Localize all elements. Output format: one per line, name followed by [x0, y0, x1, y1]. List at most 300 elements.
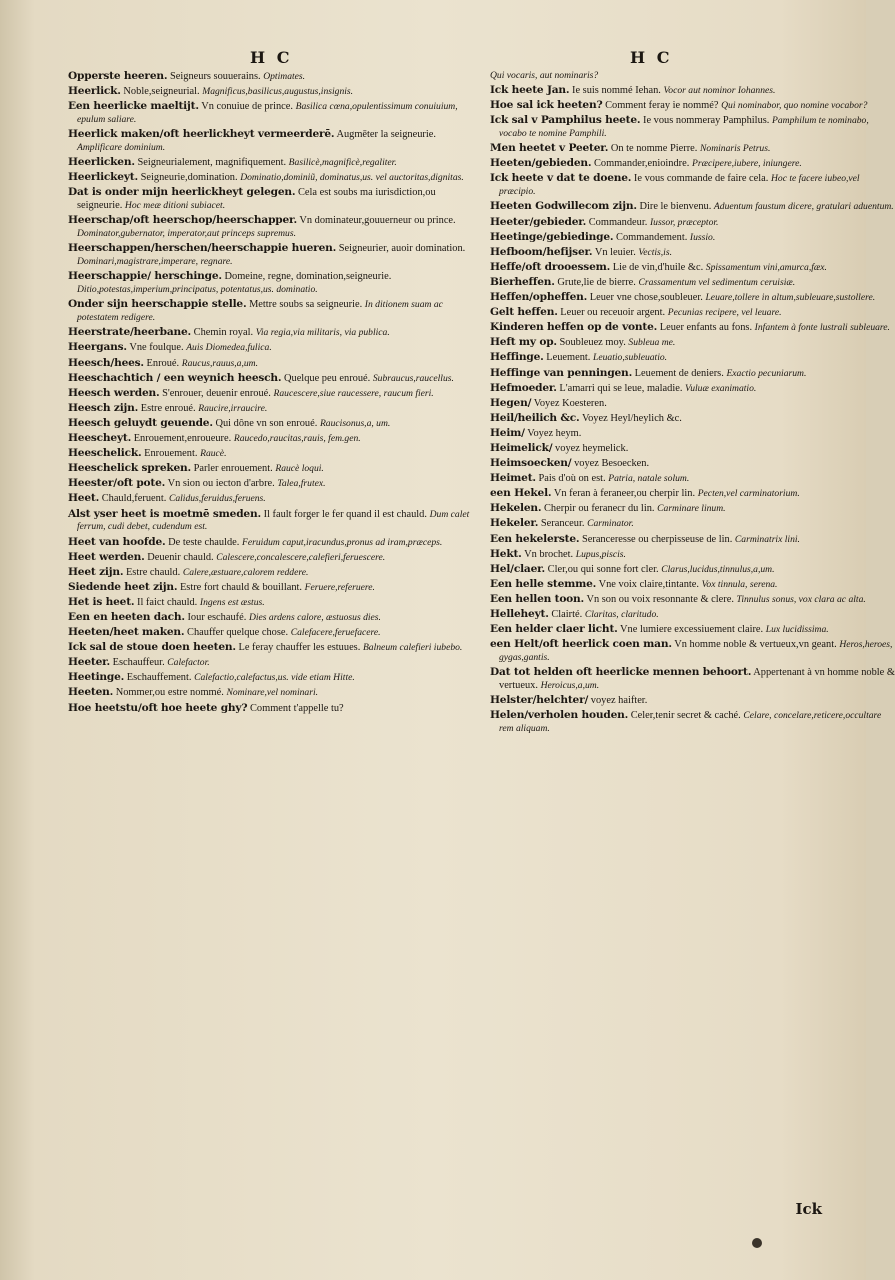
entry-latin: Vectis,is. [638, 246, 672, 258]
header-right: H C [630, 48, 673, 67]
entry-headword: Heeten/gebieden. [490, 157, 592, 170]
entry-french: Quelque peu enroué. [284, 372, 371, 384]
entry-headword: een Hekel. [490, 487, 552, 500]
entry-french: Leuement de deniers. [634, 367, 724, 379]
entry-french: Leuer ou receuoir argent. [560, 307, 666, 319]
entry-headword: Heet zijn. [68, 565, 124, 578]
entry-headword: Helen/verholen houden. [490, 709, 629, 722]
dictionary-entry [490, 172, 895, 199]
entry-headword: Heffe/oft drooessem. [490, 260, 611, 273]
dictionary-entry [68, 417, 473, 431]
dictionary-entry [68, 128, 473, 155]
entry-latin: Calefactor. [167, 657, 210, 669]
dictionary-entry [68, 492, 473, 506]
entry-headword: Heeter/gebieder. [490, 215, 587, 228]
entry-french: Chauffer quelque chose. [187, 627, 289, 639]
entry-latin: Raucisonus,a, um. [319, 417, 391, 429]
dictionary-entry [490, 142, 895, 156]
entry-latin: Balneum calefieri iubebo. [362, 642, 463, 654]
entry-french: Nommer,ou estre nommé. [115, 687, 224, 699]
entry-latin: Clarus,lucidus,tinnulus,a,um. [661, 563, 775, 575]
dictionary-entry [490, 472, 895, 486]
dictionary-entry [490, 533, 895, 547]
dictionary-entry [490, 231, 895, 245]
dictionary-entry [490, 517, 895, 531]
entry-headword: Heim/ [490, 426, 525, 439]
entry-headword: Heimsoecken/ [490, 457, 572, 470]
entry-french: Seranceresse ou cherpisseuse de lin. [581, 533, 733, 545]
entry-french: Grute,lie de bierre. [557, 276, 636, 288]
entry-headword: Onder sijn heerschappie stelle. [68, 298, 247, 311]
dictionary-entry [68, 702, 473, 716]
entry-latin: Leuare,tollere in altum,subleuare,sustollere. [705, 292, 876, 304]
entry-latin: Patria, natale solum. [608, 473, 690, 485]
dictionary-entry [490, 502, 895, 516]
entry-latin: Vox tinnula, serena. [701, 578, 778, 590]
entry-latin: Ingens est æstus. [199, 596, 265, 608]
entry-latin: Ditio,potestas,imperium,principatus, potentatus,us. dominatio. [77, 284, 318, 296]
entry-french: Voyez Heyl/heylich &c. [581, 412, 682, 424]
dictionary-entry [68, 402, 473, 416]
dictionary-entry [68, 686, 473, 700]
dictionary-entry [490, 427, 895, 441]
dictionary-entry [68, 566, 473, 580]
entry-french: Comment feray ie nommé? [605, 100, 719, 112]
entry-latin: Raucedo,raucitas,rauis, fem.gen. [233, 433, 361, 445]
dictionary-entry [68, 341, 473, 355]
entry-latin: Hoc meæ ditioni subiacet. [124, 200, 226, 212]
entry-latin: Aduentum faustum dicere, gratulari aduentum. [713, 201, 894, 213]
dictionary-entry [490, 623, 895, 637]
entry-french: Cherpir ou feranecr du lin. [544, 503, 655, 515]
entry-french: Clairté. [551, 609, 583, 620]
dictionary-entry [490, 114, 895, 141]
entry-latin: Basilica cœna,opulentissimum conuiuium, epulum saliare. [77, 101, 458, 126]
dictionary-entry [490, 709, 895, 736]
entry-french: Vn conuiue de prince. [201, 101, 293, 113]
entry-headword: Opperste heeren. [68, 70, 168, 82]
entry-headword: Hoe heetstu/oft hoe heete ghy? [68, 701, 248, 714]
entry-latin: Calefactio,calefactus,us. vide etiam Hitte. [194, 672, 355, 684]
entry-latin: Qui vocaris, aut nominaris? [490, 70, 599, 81]
entry-french: Enroué. [146, 357, 180, 369]
entry-headword: Heesch geluydt geuende. [68, 416, 213, 429]
dictionary-entry [490, 261, 895, 275]
dictionary-entry [490, 638, 895, 665]
entry-latin: Dum calet ferrum, cudi debet, cudendum est. [77, 508, 470, 533]
dictionary-entry [490, 578, 895, 592]
entry-french: Vn homme noble & vertueux,vn geant. [674, 639, 837, 651]
entry-french: Leuer enfants au fons. [659, 322, 753, 334]
entry-french: Eschauffement. [126, 672, 192, 684]
entry-latin: Magnificus,basilicus,augustus,insignis. [202, 86, 354, 98]
entry-headword: Helster/helchter/ [490, 694, 589, 707]
entry-headword: Heescheyt. [68, 432, 132, 445]
entry-french: Ie vous nommeray Pamphilus. [643, 115, 770, 127]
entry-french: Domeine, regne, domination,seigneurie. [224, 271, 392, 283]
entry-french: Chemin royal. [193, 327, 254, 339]
entry-french: S'enrouer, deuenir enroué. [162, 387, 271, 399]
dictionary-entry [490, 306, 895, 320]
dictionary-entry [490, 457, 895, 471]
dictionary-entry [68, 171, 473, 185]
dictionary-entry [490, 608, 895, 622]
entry-headword: Heimelick/ [490, 441, 553, 454]
entry-latin: Calefacere,feruefacere. [290, 627, 381, 639]
entry-latin: Raucè loqui. [275, 463, 324, 475]
entry-french: Seigneurie,domination. [140, 172, 238, 184]
entry-headword: Heimet. [490, 472, 536, 485]
entry-latin: Præcipere,iubere, iniungere. [691, 158, 802, 170]
entry-latin: Exactio pecuniarum. [726, 367, 807, 379]
dictionary-entry [490, 200, 895, 214]
header-left: H C [250, 48, 293, 67]
entry-latin: Dominator,gubernator, imperator,aut princeps supremus. [77, 228, 296, 240]
entry-headword: Hel/claer. [490, 562, 546, 575]
entry-headword: Heerlickeyt. [68, 171, 138, 184]
entry-french: On te nomme Pierre. [610, 143, 698, 155]
entry-french: Chauld,feruent. [101, 493, 167, 505]
entry-headword: Hoe sal ick heeten? [490, 99, 603, 112]
dictionary-entry [490, 548, 895, 562]
entry-french: Noble,seigneurial. [123, 86, 200, 98]
dictionary-entry [490, 412, 895, 426]
dictionary-entry [68, 596, 473, 610]
entry-french: voyez haifter. [590, 695, 648, 707]
entry-latin: Calidus,feruidus,feruens. [168, 493, 266, 505]
dictionary-entry [490, 84, 895, 98]
dictionary-entry [68, 270, 473, 297]
entry-latin: Auis Diomedea,fulica. [186, 342, 272, 354]
entry-latin: Vuluæ exanimatio. [685, 382, 757, 394]
entry-latin: Nominare,vel nominari. [226, 687, 319, 699]
dictionary-entry [68, 85, 473, 99]
dictionary-entry [68, 357, 473, 371]
dictionary-entry [490, 336, 895, 350]
entry-french: Commandeur. [588, 216, 648, 228]
entry-latin: Raucus,rauus,a,um. [181, 357, 258, 369]
entry-french: Vn brochet. [524, 548, 574, 560]
dictionary-entry [68, 611, 473, 625]
entry-headword: Heesch zijn. [68, 401, 139, 414]
entry-french: Appertenant à vn homme noble & vertueux. [499, 667, 895, 692]
entry-french: Ie vous commande de faire cela. [633, 173, 769, 185]
entry-french: Seigneurier, auoir domination. [338, 243, 466, 255]
entry-headword: Een helle stemme. [490, 577, 597, 590]
dictionary-entry [68, 477, 473, 491]
entry-headword: Heeten. [68, 686, 114, 699]
entry-latin: Dominatio,dominiũ, dominatus,us. vel auctoritas,dignitas. [240, 172, 464, 184]
entry-french: Vn feran à feraneer,ou cherpir lin. [553, 488, 696, 500]
entry-headword: Heester/oft pote. [68, 477, 166, 490]
entry-latin: Feruidum caput,iracundus,pronus ad iram,præceps. [242, 536, 443, 548]
entry-headword: Hegen/ [490, 396, 532, 409]
entry-headword: Ick heete Jan. [490, 84, 570, 97]
ink-spot [752, 1238, 762, 1248]
dictionary-entry [490, 666, 895, 693]
entry-french: Augmēter la seigneurie. [336, 129, 436, 141]
entry-latin: Pecten,vel carminatorium. [697, 488, 800, 500]
entry-latin: Subleua me. [628, 337, 676, 349]
entry-headword: Alst yser heet is moetmē smeden. [68, 507, 261, 520]
dictionary-entry [68, 387, 473, 401]
entry-headword: Hefmoeder. [490, 381, 557, 394]
entry-french: Enrouement,enroueure. [133, 433, 232, 445]
dictionary-entry [490, 276, 895, 290]
entry-headword: Heil/heilich &c. [490, 411, 580, 424]
entry-headword: Heffinge. [490, 351, 544, 364]
entry-headword: Heffen/opheffen. [490, 291, 588, 304]
dictionary-entry [490, 382, 895, 396]
entry-latin: Carminator. [587, 518, 634, 530]
entry-headword: Hekt. [490, 547, 522, 560]
entry-french: Vne foulque. [129, 342, 184, 354]
dictionary-entry [68, 536, 473, 550]
entry-french: Deuenir chauld. [147, 551, 214, 563]
entry-latin: Iussor, præceptor. [649, 216, 719, 228]
entry-headword: Heeschachtich / een weynich heesch. [68, 371, 282, 384]
dictionary-entry [490, 70, 895, 83]
entry-headword: Heerlick. [68, 85, 121, 98]
entry-french: Qui dône vn son enroué. [215, 417, 318, 429]
dictionary-entry [490, 593, 895, 607]
dictionary-entry [68, 656, 473, 670]
dictionary-entry [490, 321, 895, 335]
entry-latin: Celare, concelare,reticere,occultare rem aliquam. [499, 710, 882, 735]
entry-latin: Feruere,referuere. [304, 581, 375, 593]
entry-french: Vne voix claire,tintante. [598, 578, 699, 590]
entry-headword: Het is heet. [68, 595, 135, 608]
dictionary-entry [68, 70, 473, 84]
dictionary-entry [68, 326, 473, 340]
entry-headword: Heetinge/gebiedinge. [490, 230, 614, 243]
entry-headword: Heet van hoofde. [68, 535, 166, 548]
entry-latin: Crassamentum vel sedimentum ceruisiæ. [638, 276, 796, 288]
entry-headword: Heerschappen/herschen/heerschappie hueren. [68, 242, 337, 255]
dictionary-entry [68, 551, 473, 565]
entry-french: Il fault forger le fer quand il est chauld. [263, 508, 427, 520]
entry-latin: Nominaris Petrus. [700, 143, 771, 155]
entry-french: Le feray chauffer les estuues. [238, 642, 361, 654]
entry-french: De teste chaulde. [168, 536, 240, 548]
entry-french: Commandement. [616, 231, 688, 243]
entry-latin: Carminare linum. [657, 503, 726, 515]
entry-headword: Gelt heffen. [490, 306, 558, 319]
dictionary-entry [68, 508, 473, 535]
dictionary-entry [68, 626, 473, 640]
entry-headword: Heetinge. [68, 671, 125, 684]
entry-latin: Pecunias recipere, vel leuare. [667, 307, 782, 319]
entry-headword: Kinderen heffen op de vonte. [490, 321, 658, 334]
entry-headword: Ick heete v dat te doene. [490, 172, 632, 185]
dictionary-entry [490, 487, 895, 501]
entry-latin: Raucè. [200, 448, 227, 460]
entry-headword: Heerstrate/heerbane. [68, 326, 192, 339]
entry-latin: Amplificare dominium. [77, 142, 166, 154]
entry-headword: Heergans. [68, 341, 127, 354]
entry-french: Vn dominateur,gouuerneur ou prince. [299, 215, 456, 227]
entry-french: Cler,ou qui sonne fort cler. [547, 563, 659, 575]
entry-headword: Hekelen. [490, 502, 542, 515]
entry-latin: Raucire,irraucire. [198, 402, 268, 414]
entry-french: Mettre soubs sa seigneurie. [249, 299, 363, 311]
entry-french: Enrouement. [144, 448, 198, 460]
entry-french: Parler enrouement. [193, 463, 273, 475]
entry-headword: Heeschelick. [68, 447, 142, 460]
entry-headword: Een helder claer licht. [490, 623, 618, 636]
dictionary-entry [490, 157, 895, 171]
entry-headword: Heft my op. [490, 336, 557, 349]
entry-headword: Ick sal v Pamphilus heete. [490, 114, 641, 127]
entry-latin: Via regia,via militaris, via publica. [255, 327, 390, 339]
entry-headword: Een en heeten dach. [68, 610, 185, 623]
entry-headword: Hekeler. [490, 517, 539, 530]
entry-headword: Heerlicken. [68, 156, 135, 169]
entry-french: Estre enroué. [140, 402, 196, 414]
entry-headword: Hefboom/hefijser. [490, 245, 593, 258]
entry-latin: Carminatrix lini. [734, 533, 800, 545]
entry-french: Seranceur. [540, 518, 585, 530]
entry-french: Estre chauld. [125, 566, 181, 578]
entry-french: Vn leuier. [594, 246, 636, 258]
dictionary-entry [68, 372, 473, 386]
dictionary-entry [490, 442, 895, 456]
entry-latin: Leuatio,subleuatio. [593, 352, 668, 364]
entry-latin: Claritas, claritudo. [584, 609, 659, 620]
dictionary-entry [490, 246, 895, 260]
entry-french: Leuer vne chose,soubleuer. [589, 292, 703, 304]
entry-headword: Heeten Godwillecom zijn. [490, 200, 637, 213]
entry-french: Vne lumiere excessiuement claire. [620, 624, 764, 636]
entry-latin: Pamphilum te nominabo, vocabo te nomine Pamphili. [499, 115, 869, 140]
entry-headword: Heerschap/oft heerschop/heerschapper. [68, 214, 297, 227]
entry-headword: Men heetet v Peeter. [490, 142, 609, 155]
entry-headword: Heet werden. [68, 550, 145, 563]
entry-latin: Qui nominabor, quo nomine vocabor? [721, 100, 868, 112]
entry-french: Voyez heym. [527, 427, 582, 439]
dictionary-entry [490, 291, 895, 305]
running-header [0, 48, 866, 70]
entry-latin: Spissamentum vini,amurca,fæx. [705, 261, 827, 273]
dictionary-entry [490, 397, 895, 411]
entry-latin: In ditionem suam ac potestatem redigere. [77, 299, 443, 324]
dictionary-entry [68, 156, 473, 170]
entry-french: Eschauffeur. [112, 657, 165, 669]
entry-headword: Heerschappie/ herschinge. [68, 270, 222, 283]
entry-headword: Heesch/hees. [68, 356, 144, 369]
entry-latin: Dies ardens calore, æstuosus dies. [248, 611, 381, 623]
entry-latin: Heroicus,a,um. [540, 680, 600, 692]
entry-french: voyez heymelick. [555, 442, 629, 454]
dictionary-entry [68, 581, 473, 595]
entry-headword: Heffinge van penningen. [490, 366, 633, 379]
entry-latin: Lupus,piscis. [575, 548, 626, 560]
entry-latin: Calere,æstuare,calorem reddere. [182, 566, 309, 578]
dictionary-entry [68, 641, 473, 655]
dictionary-entry [68, 671, 473, 685]
entry-headword: Ick sal de stoue doen heeten. [68, 641, 236, 654]
entry-headword: Dat is onder mijn heerlickheyt gelegen. [68, 186, 296, 199]
entry-latin: Lux lucidissima. [765, 624, 829, 636]
entry-french: Leuement. [546, 352, 591, 364]
entry-french: Seigneurs souuerains. [169, 71, 261, 82]
entry-french: Dire le bienvenu. [639, 201, 712, 213]
entry-latin: Basilicè,magnificè,regaliter. [288, 157, 397, 169]
dictionary-entry [490, 694, 895, 708]
entry-latin: Vocor aut nominor Iohannes. [663, 85, 776, 97]
dictionary-entry [490, 99, 895, 113]
entry-french: Seigneurialement, magnifiquement. [137, 157, 287, 169]
catchword: Ick [795, 1200, 822, 1218]
entry-headword: Een hekelerste. [490, 532, 580, 545]
entry-headword: een Helt/oft heerlick coen man. [490, 638, 672, 651]
entry-french: Vn son ou voix resonnante & clere. [586, 593, 734, 605]
left-column [68, 70, 473, 717]
entry-latin: Raucescere,siue raucessere, raucum fieri. [273, 387, 434, 399]
entry-headword: Heeter. [68, 656, 111, 669]
dictionary-entry [490, 367, 895, 381]
entry-headword: Heerlick maken/oft heerlickheyt vermeerderē. [68, 128, 335, 141]
entry-headword: Helleheyt. [490, 608, 549, 620]
dictionary-entry [490, 563, 895, 577]
entry-headword: Heeten/heet maken. [68, 626, 185, 639]
entry-french: Commander,enioindre. [593, 158, 690, 170]
dictionary-entry [490, 216, 895, 230]
entry-french: Iour eschaufé. [187, 611, 247, 623]
dictionary-entry [68, 432, 473, 446]
dictionary-entry [68, 100, 473, 127]
entry-french: Ie suis nommé Iehan. [572, 85, 661, 97]
dictionary-entry [68, 462, 473, 476]
entry-latin: Heros,heroes, gygas,gantis. [499, 639, 893, 664]
dictionary-entry [68, 298, 473, 325]
right-column [490, 70, 895, 737]
entry-french: Estre fort chauld & bouillant. [179, 581, 302, 593]
entry-french: L'amarri qui se leue, maladie. [559, 382, 683, 394]
entry-latin: Hoc te facere iubeo,vel præcipio. [499, 173, 860, 198]
entry-headword: Een heerlicke maeltijt. [68, 100, 199, 113]
entry-headword: Dat tot helden oft heerlicke mennen behoort. [490, 666, 752, 679]
entry-headword: Bierheffen. [490, 275, 555, 288]
entry-french: Il faict chauld. [136, 596, 198, 608]
entry-headword: Heesch werden. [68, 386, 160, 399]
entry-french: Celer,tenir secret & caché. [630, 710, 741, 722]
dictionary-entry [68, 186, 473, 213]
entry-french: Vn sion ou iecton d'arbre. [167, 478, 275, 490]
entry-french: Cela est soubs ma iurisdiction,ou seigneurie. [77, 187, 436, 212]
entry-french: Soubleuez moy. [559, 337, 626, 349]
dictionary-entry [490, 351, 895, 365]
entry-latin: Iussio. [689, 231, 716, 243]
entry-french: Lie de vin,d'huile &c. [612, 261, 704, 273]
dictionary-entry [68, 214, 473, 241]
entry-french: Comment t'appelle tu? [250, 702, 344, 714]
entry-headword: Een hellen toon. [490, 592, 585, 605]
dictionary-entry [68, 447, 473, 461]
entry-latin: Infantem à fonte lustrali subleuare. [754, 322, 890, 334]
dictionary-entry [68, 242, 473, 269]
entry-headword: Heet. [68, 492, 100, 505]
entry-latin: Tinnulus sonus, vox clara ac alta. [736, 593, 866, 605]
entry-french: Pais d'où on est. [538, 473, 606, 485]
entry-latin: Talea,frutex. [277, 478, 326, 490]
entry-latin: Dominari,magistrare,imperare, regnare. [77, 256, 233, 268]
entry-latin: Calescere,concalescere,calefieri,feruescere. [216, 551, 386, 563]
entry-headword: Heeschelick spreken. [68, 462, 192, 475]
entry-french: Voyez Koesteren. [533, 397, 607, 409]
entry-headword: Siedende heet zijn. [68, 580, 178, 593]
entry-latin: Subraucus,raucellus. [372, 372, 454, 384]
